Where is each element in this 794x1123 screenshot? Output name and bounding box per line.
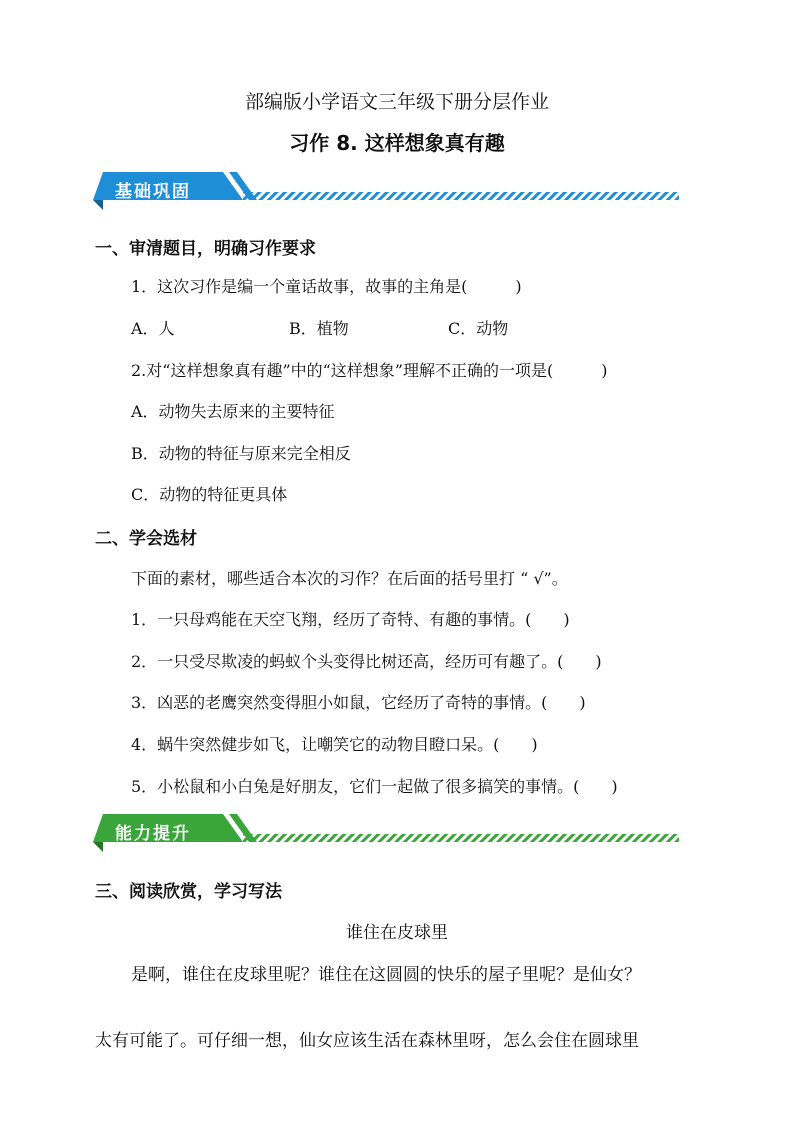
q1-option-a: A．人 bbox=[131, 319, 175, 338]
part3-heading: 三、阅读欣赏，学习写法 bbox=[95, 882, 282, 902]
story-title: 谁住在皮球里 bbox=[346, 923, 448, 943]
q2-option-a: A．动物失去原来的主要特征 bbox=[131, 402, 335, 421]
section-banner-advanced bbox=[93, 812, 683, 856]
story-paragraph-line-1: 是啊，谁住在皮球里呢？谁住在这圆圆的快乐的屋子里呢？是仙女？ bbox=[131, 965, 641, 985]
material-item-5: 5．小松鼠和小白兔是好朋友，它们一起做了很多搞笑的事情。( ) bbox=[131, 777, 618, 796]
banner-advanced-label: 能力提升 bbox=[115, 824, 191, 844]
q1-option-c: C．动物 bbox=[448, 319, 509, 338]
material-item-3: 3．凶恶的老鹰突然变得胆小如鼠，它经历了奇特的事情。( ) bbox=[131, 693, 586, 712]
q2-option-b: B．动物的特征与原来完全相反 bbox=[131, 444, 351, 463]
document-subtitle: 习作 8. 这样想象真有趣 bbox=[289, 131, 505, 155]
q1-option-b: B．植物 bbox=[289, 319, 349, 338]
material-item-4: 4．蜗牛突然健步如飞，让嘲笑它的动物目瞪口呆。( ) bbox=[131, 735, 538, 754]
part2-heading: 二、学会选材 bbox=[95, 529, 197, 549]
question-2: 2.对“这样想象真有趣”中的“这样想象”理解不正确的一项是( ) bbox=[131, 361, 608, 380]
banner-basic-label: 基础巩固 bbox=[115, 182, 191, 202]
part1-heading: 一、审清题目，明确习作要求 bbox=[95, 239, 316, 259]
document-title: 部编版小学语文三年级下册分层作业 bbox=[244, 91, 549, 113]
material-item-2: 2．一只受尽欺凌的蚂蚁个头变得比树还高，经历可有趣了。( ) bbox=[131, 652, 602, 671]
part2-intro: 下面的素材，哪些适合本次的习作？在后面的括号里打 “ √”。 bbox=[131, 569, 568, 588]
question-1: 1．这次习作是编一个童话故事，故事的主角是( ) bbox=[131, 277, 522, 296]
story-paragraph-line-2: 太有可能了。可仔细一想，仙女应该生活在森林里呀，怎么会住在圆球里 bbox=[95, 1031, 639, 1051]
section-banner-basic bbox=[93, 170, 683, 214]
q2-option-c: C．动物的特征更具体 bbox=[131, 485, 288, 504]
material-item-1: 1．一只母鸡能在天空飞翔，经历了奇特、有趣的事情。( ) bbox=[131, 610, 570, 629]
